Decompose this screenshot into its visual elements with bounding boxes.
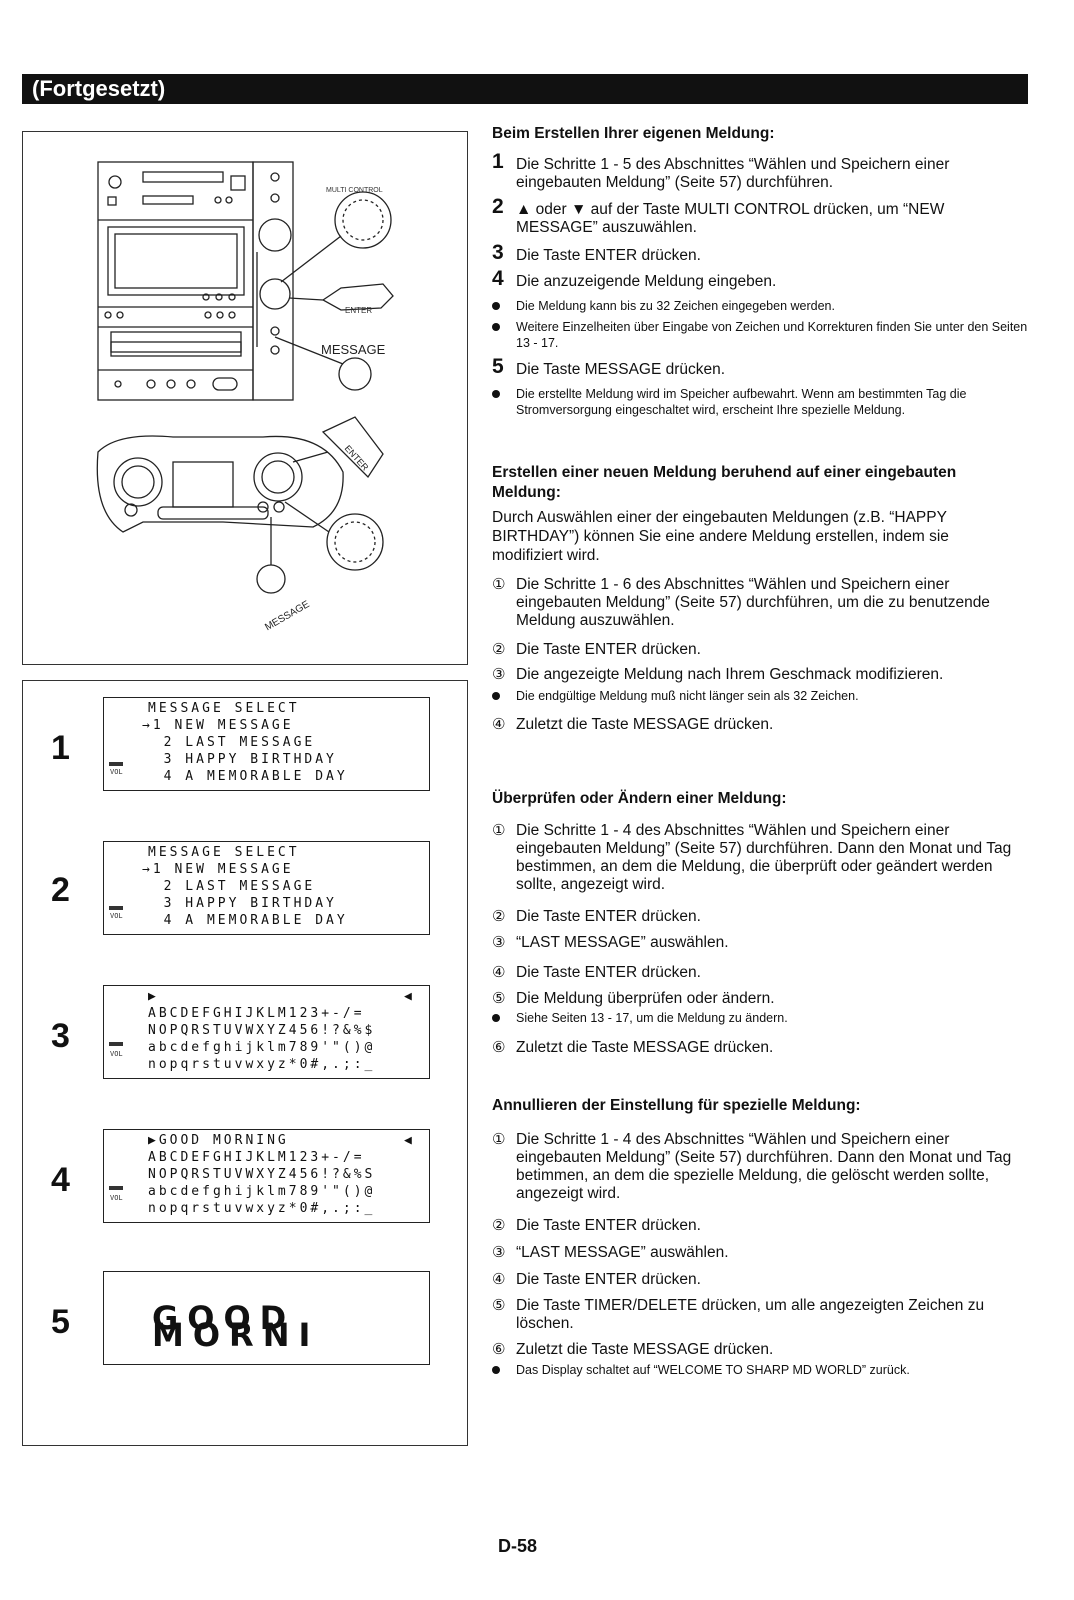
bullet-dot: [492, 1014, 500, 1022]
lcd-line: abcdefghijklm789'"()@: [148, 1040, 376, 1055]
check-step-1: [492, 822, 1028, 894]
device-illustration: [23, 132, 467, 664]
lcd-line: nopqrstuvwxyz*0#,.;:_: [148, 1057, 376, 1072]
check-step-2: [492, 908, 1028, 926]
page-number: D-58: [498, 1536, 538, 1556]
step-num: ③: [492, 666, 506, 683]
step-num: ③: [492, 934, 506, 951]
remote-message-label: MESSAGE: [263, 598, 312, 634]
steps-box: [22, 680, 468, 1446]
lcd-end-mark: ◀: [404, 989, 415, 1004]
section-header-bar: [22, 74, 1028, 104]
step-num: 4: [492, 267, 504, 290]
bullet-text: Das Display schaltet auf “WELCOME TO SHARP MD WORLD” zurück.: [516, 1363, 910, 1377]
vol-label: VOL: [110, 1050, 123, 1058]
step-num: ④: [492, 1271, 506, 1288]
lcd-step-4: [103, 1129, 430, 1223]
cancel-step-3: [492, 1244, 1028, 1262]
lcd-step-2: [103, 841, 430, 935]
bullet-text: Die Meldung kann bis zu 32 Zeichen eingegeben werden.: [516, 299, 835, 313]
step-text: Die Schritte 1 - 5 des Abschnittes “Wählen und Speichern einer eingebauten Meldung” (Seite 57) durchführen.: [516, 156, 950, 191]
step-num: ⑤: [492, 990, 506, 1007]
lcd-line: 2 LAST MESSAGE: [142, 879, 316, 894]
step-text: Die Taste MESSAGE drücken.: [516, 361, 726, 378]
bullet-dot: [492, 1366, 500, 1374]
step-text: Zuletzt die Taste MESSAGE drücken.: [516, 716, 774, 733]
step-text: Die Schritte 1 - 4 des Abschnittes “Wählen und Speichern einer eingebauten Meldung” (Seite 57) durchführen. Dann den Monat und Tag betimmen, an dem die spezielle Meldung, die gelöscht werden sollte, angezeigt wird.: [516, 1131, 1012, 1202]
check-step-6: [492, 1039, 1028, 1057]
step-text: Die Schritte 1 - 6 des Abschnittes “Wählen und Speichern einer eingebauten Meldung” (Seite 57) durchführen, um die zu benutzende Meldung auszuwählen.: [516, 576, 990, 629]
own-step-1: [492, 150, 1028, 192]
multi-control-label: MULTI CONTROL: [326, 187, 383, 194]
step-num: ⑥: [492, 1039, 506, 1056]
own-bullet-3: [492, 386, 1028, 418]
step-text: Die Taste TIMER/DELETE drücken, um alle angezeigten Zeichen zu löschen.: [516, 1297, 985, 1332]
lcd-step-5: [103, 1271, 430, 1365]
own-step-4: [492, 267, 1028, 291]
section-title-cancel: Annullieren der Einstellung für spezielle Meldung:: [492, 1097, 861, 1114]
cancel-step-2: [492, 1217, 1028, 1235]
lcd-step-1: [103, 697, 430, 791]
step-text: Die Taste ENTER drücken.: [516, 908, 701, 925]
bullet-dot: [492, 692, 500, 700]
lcd-line: MESSAGE SELECT: [148, 701, 300, 716]
builtin-step-4: [492, 716, 1028, 734]
step-num: ①: [492, 576, 506, 593]
check-bullet: [492, 1010, 1028, 1026]
step-num: ④: [492, 964, 506, 981]
own-bullet-2: [492, 319, 1028, 351]
step-num: ①: [492, 1131, 506, 1148]
lcd-big-text: GOOD MORNI: [152, 1299, 320, 1354]
step-text: “LAST MESSAGE” auswählen.: [516, 934, 729, 951]
builtin-intro: Durch Auswählen einer der eingebauten Meldungen (z.B. “HAPPY BIRTHDAY”) können Sie eine andere Meldung erstellen, indem sie modifiziert wird.: [492, 509, 949, 564]
step-num: 2: [492, 195, 504, 218]
vol-label: VOL: [110, 912, 123, 920]
step-num: ②: [492, 908, 506, 925]
step-num: ①: [492, 822, 506, 839]
cancel-step-4: [492, 1271, 1028, 1289]
step-text: “LAST MESSAGE” auswählen.: [516, 1244, 729, 1261]
lcd-step-3: [103, 985, 430, 1079]
step-text: Die Taste ENTER drücken.: [516, 1217, 701, 1234]
step-text: Die Taste ENTER drücken.: [516, 964, 701, 981]
lcd-line: 4 A MEMORABLE DAY: [142, 769, 348, 784]
device-illustration-box: [22, 131, 468, 665]
own-step-3: [492, 241, 1028, 265]
step-num: ④: [492, 716, 506, 733]
step-num: ③: [492, 1244, 506, 1261]
step-number-2: 2: [51, 871, 70, 909]
own-step-2: [492, 195, 1028, 237]
step-number-5: 5: [51, 1303, 70, 1341]
lcd-line: →1 NEW MESSAGE: [142, 718, 294, 733]
lcd-line: ▶GOOD MORNING: [148, 1133, 289, 1148]
builtin-step-1: [492, 576, 1028, 630]
step-text: Die Taste ENTER drücken.: [516, 1271, 701, 1288]
section-title-check: Überprüfen oder Ändern einer Meldung:: [492, 790, 787, 807]
header-label: (Fortgesetzt): [32, 76, 166, 101]
bullet-dot: [492, 302, 500, 310]
lcd-end-mark: ◀: [404, 1133, 415, 1148]
step-num: 5: [492, 355, 504, 378]
enter-label: ENTER: [345, 306, 373, 315]
step-num: ⑤: [492, 1297, 506, 1314]
step-num: 3: [492, 241, 504, 264]
lcd-line: NOPQRSTUVWXYZ456!?&%$: [148, 1023, 376, 1038]
message-label: MESSAGE: [321, 342, 386, 357]
vol-label: VOL: [110, 1194, 123, 1202]
lcd-line: nopqrstuvwxyz*0#,.;:_: [148, 1201, 376, 1216]
bullet-dot: [492, 390, 500, 398]
cancel-bullet: [492, 1362, 1028, 1378]
step-text: Zuletzt die Taste MESSAGE drücken.: [516, 1039, 774, 1056]
lcd-line: ▶: [148, 989, 159, 1004]
builtin-step-2: [492, 641, 1028, 659]
own-step-5: [492, 355, 1028, 379]
lcd-line: NOPQRSTUVWXYZ456!?&%S: [148, 1167, 376, 1182]
cancel-step-1: [492, 1131, 1028, 1203]
vol-label: VOL: [110, 768, 123, 776]
section-title-own: Beim Erstellen Ihrer eigenen Meldung:: [492, 125, 775, 142]
bullet-dot: [492, 323, 500, 331]
lcd-line: 4 A MEMORABLE DAY: [142, 913, 348, 928]
step-text: Zuletzt die Taste MESSAGE drücken.: [516, 1341, 774, 1358]
step-number-3: 3: [51, 1017, 70, 1055]
step-text: Die Schritte 1 - 4 des Abschnittes “Wählen und Speichern einer eingebauten Meldung” (Seite 57) durchführen. Dann den Monat und Tag bestimmen, an dem die Meldung, die überprüft oder geändert werden sollte, angezeigt wird.: [516, 822, 1012, 893]
check-step-4: [492, 964, 1028, 982]
lcd-line: ABCDEFGHIJKLM123+-/=: [148, 1150, 365, 1165]
step-num: ⑥: [492, 1341, 506, 1358]
builtin-bullet: [492, 688, 1028, 704]
lcd-line: MESSAGE SELECT: [148, 845, 300, 860]
lcd-line: →1 NEW MESSAGE: [142, 862, 294, 877]
lcd-line: 2 LAST MESSAGE: [142, 735, 316, 750]
step-text: ▲ oder ▼ auf der Taste MULTI CONTROL drücken, um “NEW MESSAGE” auszuwählen.: [516, 201, 945, 236]
lcd-line: ABCDEFGHIJKLM123+-/=: [148, 1006, 365, 1021]
cancel-step-6: [492, 1341, 1028, 1359]
step-num: ②: [492, 641, 506, 658]
step-num: 1: [492, 150, 504, 173]
step-num: ②: [492, 1217, 506, 1234]
cancel-step-5: [492, 1297, 1028, 1333]
step-text: Die anzuzeigende Meldung eingeben.: [516, 273, 777, 290]
section-title-builtin: Erstellen einer neuen Meldung beruhend auf einer eingebauten Meldung:: [492, 464, 957, 501]
bullet-text: Die endgültige Meldung muß nicht länger sein als 32 Zeichen.: [516, 689, 859, 703]
step-text: Die Taste ENTER drücken.: [516, 247, 701, 264]
step-text: Die Meldung überprüfen oder ändern.: [516, 990, 775, 1007]
step-number-1: 1: [51, 729, 70, 767]
own-bullet-1: [492, 298, 1028, 314]
step-text: Die Taste ENTER drücken.: [516, 641, 701, 658]
bullet-text: Die erstellte Meldung wird im Speicher aufbewahrt. Wenn am bestimmten Tag die Stromversorgung eingeschaltet wird, erscheint Ihre spezielle Meldung.: [516, 387, 967, 417]
lcd-line: abcdefghijklm789'"()@: [148, 1184, 376, 1199]
remote-enter-label: ENTER: [342, 443, 371, 473]
builtin-step-3: [492, 666, 1028, 684]
step-text: Die angezeigte Meldung nach Ihrem Geschmack modifizieren.: [516, 666, 944, 683]
bullet-text: Weitere Einzelheiten über Eingabe von Zeichen und Korrekturen finden Sie unter den Seiten 13 - 17.: [516, 320, 1028, 350]
lcd-line: 3 HAPPY BIRTHDAY: [142, 896, 337, 911]
step-number-4: 4: [51, 1161, 70, 1199]
bullet-text: Siehe Seiten 13 - 17, um die Meldung zu ändern.: [516, 1011, 788, 1025]
check-step-3: [492, 934, 1028, 952]
check-step-5: [492, 990, 1028, 1008]
lcd-line: 3 HAPPY BIRTHDAY: [142, 752, 337, 767]
